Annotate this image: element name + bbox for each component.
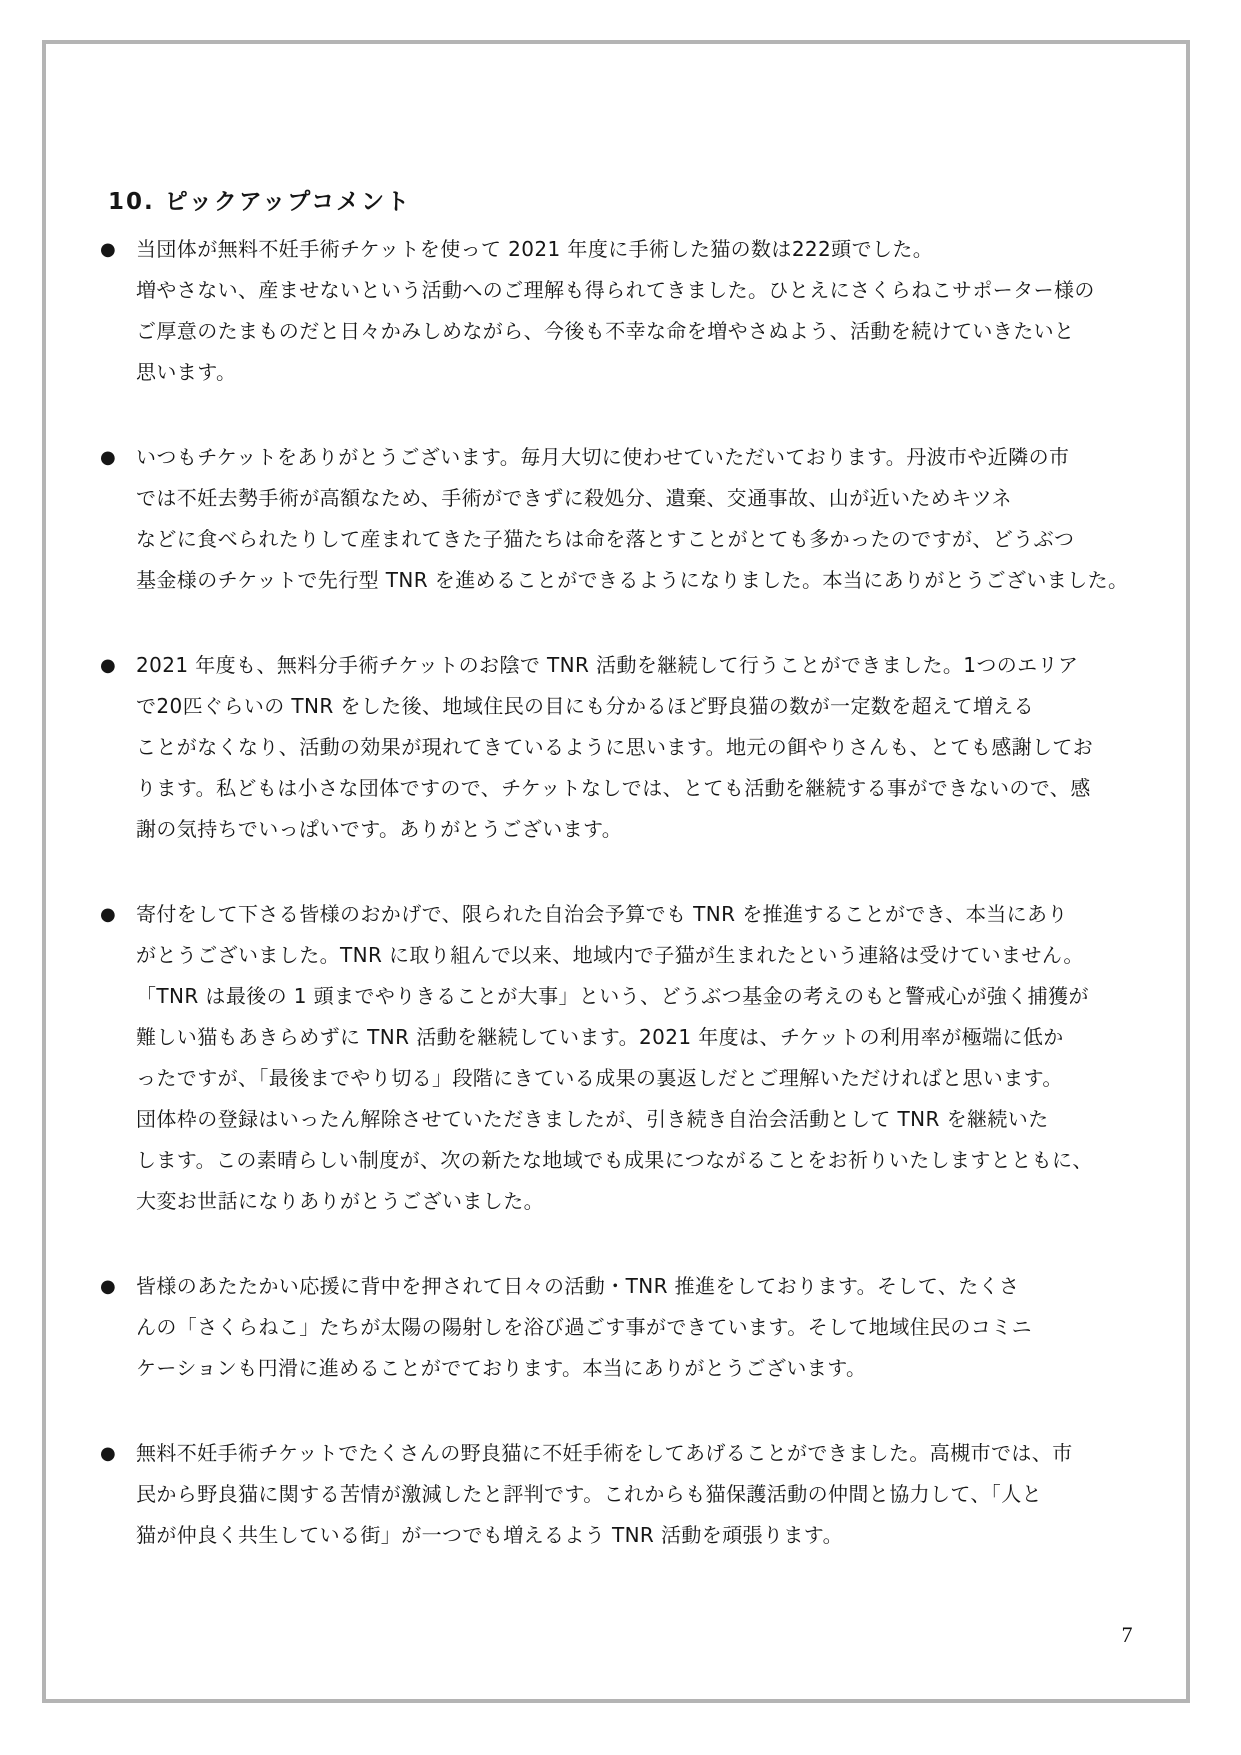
comment-line: 猫が仲良く共生している街」が一つでも増えるよう TNR 活動を頑張ります。 [136, 1523, 843, 1547]
comment-lines [136, 894, 1145, 1222]
bullet-icon: ● [100, 904, 116, 925]
page-title: 10. ピックアップコメント [108, 189, 412, 216]
comment-line: 当団体が無料不妊手術チケットを使って 2021 年度に手術した猫の数は222頭でした。 [136, 237, 934, 261]
comment-item [100, 894, 1145, 1222]
comment-line: ります。私どもは小さな団体ですので、チケットなしでは、とても活動を継続する事ができないので、感 [136, 776, 1091, 800]
comment-item [100, 437, 1145, 601]
comment-line: 寄付をして下さる皆様のおかげで、限られた自治会予算でも TNR を推進することができ、本当にあり [136, 902, 1068, 926]
comment-line: 思います。 [136, 360, 237, 384]
comment-line: などに食べられたりして産まれてきた子猫たちは命を落とすことがとても多かったのですが、どうぶつ [136, 527, 1075, 551]
comment-item [100, 229, 1145, 393]
comment-line: 民から野良猫に関する苦情が激減したと評判です。これからも猫保護活動の仲間と協力して、「人と [136, 1482, 1042, 1506]
comment-line: 難しい猫もあきらめずに TNR 活動を継続しています。2021 年度は、チケットの利用率が極端に低か [136, 1025, 1064, 1049]
comment-line: がとうございました。TNR に取り組んで以来、地域内で子猫が生まれたという連絡は受けていません。 [136, 943, 1084, 967]
bullet-icon: ● [100, 239, 116, 260]
comment-line: 謝の気持ちでいっぱいです。ありがとうございます。 [136, 817, 623, 841]
page-number: 7 [1121, 1622, 1133, 1647]
comment-lines [136, 229, 1145, 393]
comment-item [100, 1433, 1145, 1556]
comment-item [100, 645, 1145, 850]
comment-line: 大変お世話になりありがとうございました。 [136, 1189, 544, 1213]
comment-line: ったですが、「最後までやり切る」段階にきている成果の裏返しだとご理解いただければと思います。 [136, 1066, 1063, 1090]
comment-line: では不妊去勢手術が高額なため、手術ができずに殺処分、遺棄、交通事故、山が近いためキツネ [136, 486, 1012, 510]
bullet-icon: ● [100, 655, 116, 676]
comment-line: んの「さくらねこ」たちが太陽の陽射しを浴び過ごす事ができています。そして地域住民のコミニ [136, 1315, 1032, 1339]
comment-lines [136, 437, 1145, 601]
comment-line: ケーションも円滑に進めることがでております。本当にありがとうございます。 [136, 1356, 867, 1380]
comment-line: ご厚意のたまものだと日々かみしめながら、今後も不幸な命を増やさぬよう、活動を続けていきたいと [136, 319, 1075, 343]
comment-line: 無料不妊手術チケットでたくさんの野良猫に不妊手術をしてあげることができました。高槻市では、市 [136, 1441, 1073, 1465]
comment-lines [136, 1433, 1145, 1556]
bullet-icon: ● [100, 1443, 116, 1464]
bullet-icon: ● [100, 1276, 116, 1297]
comment-line: します。この素晴らしい制度が、次の新たな地域でも成果につながることをお祈りいたしますとともに、 [136, 1148, 1093, 1172]
comment-line: で20匹ぐらいの TNR をした後、地域住民の目にも分かるほど野良猫の数が一定数を超えて増える [136, 694, 1035, 718]
comment-line: 基金様のチケットで先行型 TNR を進めることができるようになりました。本当にありがとうございました。 [136, 568, 1129, 592]
comment-line: 2021 年度も、無料分手術チケットのお陰で TNR 活動を継続して行うことができました。1つのエリア [136, 653, 1079, 677]
comment-line: 団体枠の登録はいったん解除させていただきましたが、引き続き自治会活動として TNR を継続いた [136, 1107, 1049, 1131]
comment-line: 増やさない、産ませないという活動へのご理解も得られてきました。ひとえにさくらねこサポーター様の [136, 278, 1095, 302]
comments-list [100, 229, 1145, 1556]
comment-line: いつもチケットをありがとうございます。毎月大切に使わせていただいております。丹波市や近隣の市 [136, 445, 1070, 469]
bullet-icon: ● [100, 447, 116, 468]
comment-line: 皆様のあたたかい応援に背中を押されて日々の活動・TNR 推進をしております。そして、たくさ [136, 1274, 1020, 1298]
comment-line: ことがなくなり、活動の効果が現れてきているように思います。地元の餌やりさんも、とても感謝してお [136, 735, 1094, 759]
comment-lines [136, 1266, 1145, 1389]
comment-line: 「TNR は最後の 1 頭までやりきることが大事」という、どうぶつ基金の考えのもと警戒心が強く捕獲が [136, 984, 1089, 1008]
comment-item [100, 1266, 1145, 1389]
comment-lines [136, 645, 1145, 850]
